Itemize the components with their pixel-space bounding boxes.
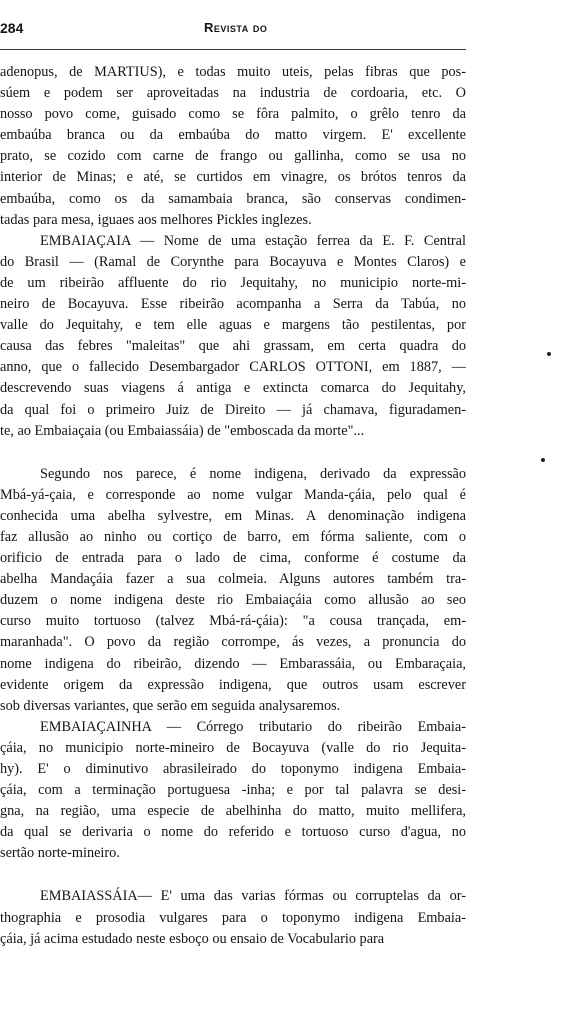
text-line: tadas para mesa, iguaes aos melhores Pickles inglezes. <box>0 211 312 228</box>
text-line: conhecida uma abelha sylvestre, em Minas. A denominação indigena <box>0 507 466 524</box>
paragraph <box>0 231 466 442</box>
text-line: neiro de Bocayuva. Esse ribeirão acompanha a Serra da Tabúa, no <box>0 296 466 313</box>
text-line: valle do Jequitahy, e tem elle aguas e margens tão pestilentas, por <box>0 317 466 334</box>
text-line: EMBAIAÇAINHA — Córrego tributario do ribeirão Embaia- <box>40 718 466 735</box>
text-line: interior de Minas; e até, se curtidos em vinagre, os brótos tenros da <box>0 169 466 186</box>
header-rule <box>0 49 466 50</box>
text-line: da qual se derivaria o nome do referido e tortuoso curso d'agua, no <box>0 824 466 841</box>
text-line: sob diversas variantes, que serão em seguida analysaremos. <box>0 697 341 714</box>
text-line: faz allusão ao ninho ou cortiço de barro, em fórma saliente, com o <box>0 528 466 545</box>
text-line: do Brasil — (Ramal de Corynthe para Bocayuva e Montes Claros) e <box>0 253 466 270</box>
text-line: Mbá-yá-çaia, e corresponde ao nome vulgar Manda-çáia, pelo qual é <box>0 486 466 503</box>
text-line: orificio de entrada para o lado de cima, conforme é costume da <box>0 550 466 567</box>
text-line: prato, se cozido com carne de frango ou gallinha, como se usa no <box>0 148 466 165</box>
text-line: duzem o nome indigena deste rio Embaiaçáia como allusão ao seo <box>0 592 466 609</box>
text-line: maranhada". O povo da região corrompe, ás vezes, a pronuncia do <box>0 634 466 651</box>
ink-speck <box>541 458 545 462</box>
text-line: Segundo nos parece, é nome indigena, derivado da expressão <box>40 465 466 482</box>
page-number: 284 <box>0 20 24 36</box>
text-line: sertão norte-mineiro. <box>0 845 120 862</box>
text-line: súem e podem ser aproveitadas na industria de cordoaria, etc. O <box>0 85 466 102</box>
text-line: embaúba, como os da samambaia branca, são conservas condimen- <box>0 190 466 207</box>
text-line: nosso povo come, guisado como se fôra palmito, o grêlo tenro da <box>0 106 466 123</box>
text-line: causa das febres "maleitas" que ahi grassam, em certa quadra do <box>0 338 466 355</box>
text-line: descrevendo suas viagens á antiga e extincta comarca do Jequitahy, <box>0 380 466 397</box>
text-line: adenopus, de MARTIUS), e todas muito uteis, pelas fibras que pos- <box>0 64 466 80</box>
text-line: çáia, no municipio norte-mineiro de Bocayuva (valle do rio Jequita- <box>0 739 466 756</box>
body-text <box>0 62 466 950</box>
page-header <box>0 12 466 38</box>
text-line: curso muito tortuoso (talvez Mbá-rá-çáia): "a cousa trançada, em- <box>0 613 466 630</box>
text-line: çáia, com a terminação portuguesa -inha; e por tal palavra se desi- <box>0 782 466 799</box>
paragraph-gap <box>0 864 466 886</box>
paragraph <box>0 886 466 949</box>
paragraph <box>0 717 466 865</box>
text-line: embaúba branca ou da embaúba do matto virgem. E' excellente <box>0 127 466 144</box>
text-line: abelha Mandaçáia fazer a sua colmeia. Alguns autores também tra- <box>0 571 466 588</box>
text-line: de um ribeirão affluente do rio Jequitahy, no municipio norte-mi- <box>0 274 466 291</box>
paragraph <box>0 464 466 717</box>
text-line: evidente origem da expressão indigena, que outros usam escrever <box>0 676 466 693</box>
text-line: hy). E' o diminutivo abrasileirado do toponymo indigena Embaia- <box>0 761 466 777</box>
paragraph-gap <box>0 442 466 464</box>
text-line: te, ao Embaiaçaia (ou Embaiassáia) de "emboscada da morte"... <box>0 422 365 439</box>
text-line: anno, que o fallecido Desembargador CARLOS OTTONI, em 1887, — <box>0 359 466 376</box>
paragraph <box>0 62 466 231</box>
text-line: da qual foi o primeiro Juiz de Direito — já chamava, figuradamen- <box>0 401 466 418</box>
text-line: thographia e prosodia vulgares para o toponymo indigena Embaia- <box>0 909 466 926</box>
text-line: gna, na região, uma especie de abelhinha do matto, muito mellifera, <box>0 803 466 820</box>
text-line: EMBAIASSÁIA— E' uma das varias fórmas ou corruptelas da or- <box>40 888 466 905</box>
ink-speck <box>547 352 551 356</box>
text-line: EMBAIAÇAIA — Nome de uma estação ferrea da E. F. Central <box>40 232 466 249</box>
running-head: Revista do <box>204 20 268 35</box>
text-line: nome indigena do ribeirão, dizendo — Embarassáia, ou Embaraçaia, <box>0 655 466 672</box>
text-line: çáia, já acima estudado neste esboço ou ensaio de Vocabulario para <box>0 930 385 947</box>
